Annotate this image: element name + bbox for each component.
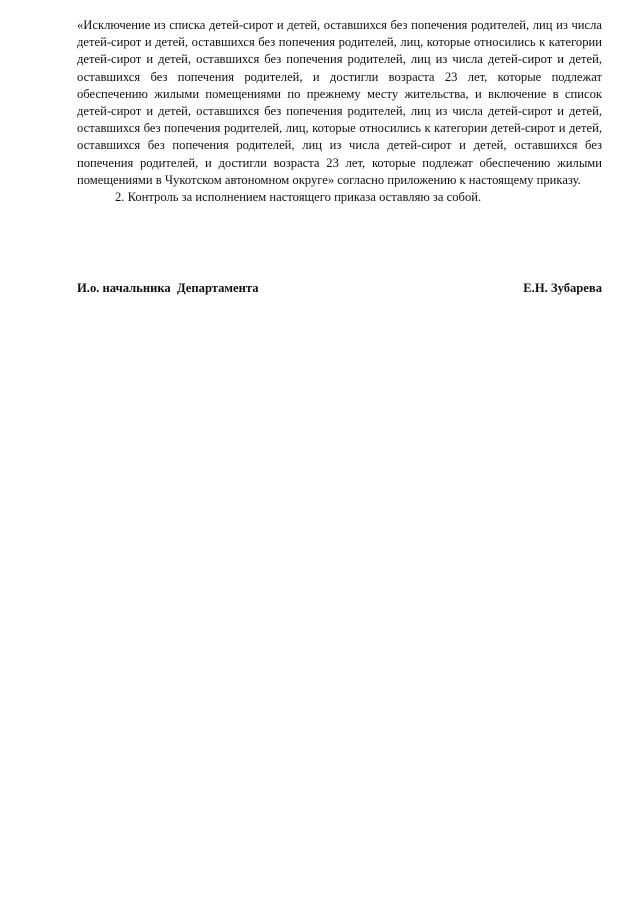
signature-block — [77, 281, 602, 301]
document-body — [77, 17, 602, 206]
signatory-title: И.о. начальника Департамента — [77, 281, 259, 295]
paragraph-control: 2. Контроль за исполнением настоящего приказа оставляю за собой. — [115, 190, 482, 205]
paragraph-list-exclusion: «Исключение из списка детей-сирот и детей, оставшихся без попечения родителей, лиц из числа детей-сирот и детей, оставшихся без попечения родителей, лиц, которые относились к категории детей-сирот и детей, оставшихся без попечения родителей, лиц из числа детей-сирот и детей, оставшихся без попечения родителей, и достигли возраста 23 лет, которые подлежат обеспечению жилыми помещениями по прежнему месту жительства, и включение в список детей-сирот и детей, оставшихся без попечения родителей, лиц из числа детей-сирот и детей, оставшихся без попечения родителей, лиц, которые относились к категории детей-сирот и детей, оставшихся без попечения родителей, лиц из числа детей-сирот и детей, оставшихся без попечения родителей, и достигли возраста 23 лет, которые подлежат обеспечению жилыми помещениями в Чукотском автономном округе» согласно приложению к настоящему приказу. — [77, 18, 602, 187]
signatory-name: Е.Н. Зубарева — [523, 281, 602, 295]
